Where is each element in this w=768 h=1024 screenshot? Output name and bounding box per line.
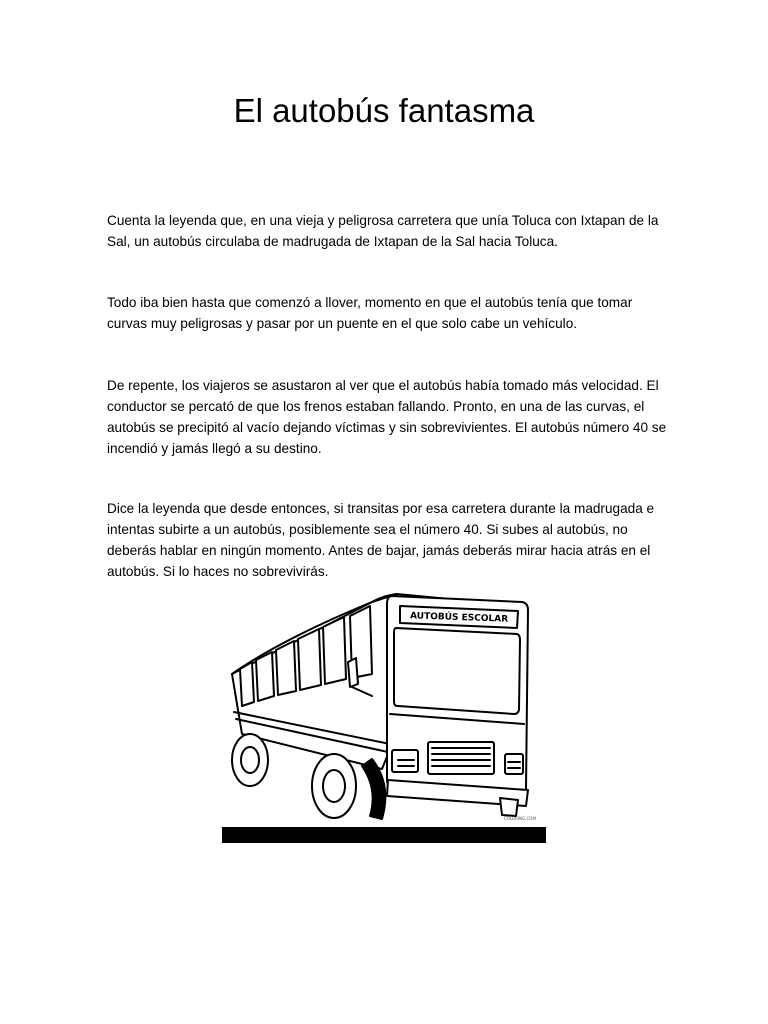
school-bus-drawing <box>222 584 546 829</box>
image-credit: COLORING.COM <box>504 816 536 821</box>
bus-illustration <box>222 584 546 844</box>
headlight-right <box>505 754 523 774</box>
side-window-5 <box>323 617 346 684</box>
ground-bar <box>222 827 546 843</box>
paragraph-2: Todo iba bien hasta que comenzó a llover, momento en que el autobús tenía que tomar curvas muy peligrosas y pasar por un puente en el que solo cabe un vehículo. <box>107 295 633 331</box>
front-grille <box>428 742 494 774</box>
windshield <box>394 628 520 714</box>
side-window-3 <box>276 641 296 695</box>
side-window-2 <box>256 652 274 701</box>
paragraph-3: De repente, los viajeros se asustaron al ver que el autobús había tomado más velocidad. El conductor se percató de que los frenos estaban fallando. Pronto, en una de las curvas, el autobús se precipitó al vacío dejando víctimas y sin sobrevivientes. El autobús número 40 se incendió y jamás llegó a su destino. <box>107 378 667 456</box>
rear-wheel-hub <box>241 747 259 773</box>
front-wheel-hub <box>323 770 345 802</box>
paragraph-4: Dice la leyenda que desde entonces, si transitas por esa carretera durante la madrugada e intentas subirte a un autobús, posiblemente sea el número 40. Si subes al autobús, no deberás hablar en ningún momento. Antes de bajar, jamás deberás mirar hacia atrás en el autobús. Si lo haces no sobrevivirás. <box>107 501 655 579</box>
paragraph-1: Cuenta la leyenda que, en una vieja y peligrosa carretera que unía Toluca con Ixtapan de la Sal, un autobús circulaba de madrugada de Ixtapan de la Sal hacia Toluca. <box>107 213 659 249</box>
sign-text: AUTOBÚS ESCOLAR <box>409 611 509 625</box>
side-window-1 <box>240 662 254 706</box>
front-right-tire <box>500 798 518 816</box>
side-mirror <box>348 658 358 687</box>
document-title: El autobús fantasma <box>233 92 535 129</box>
side-window-4 <box>298 629 321 690</box>
